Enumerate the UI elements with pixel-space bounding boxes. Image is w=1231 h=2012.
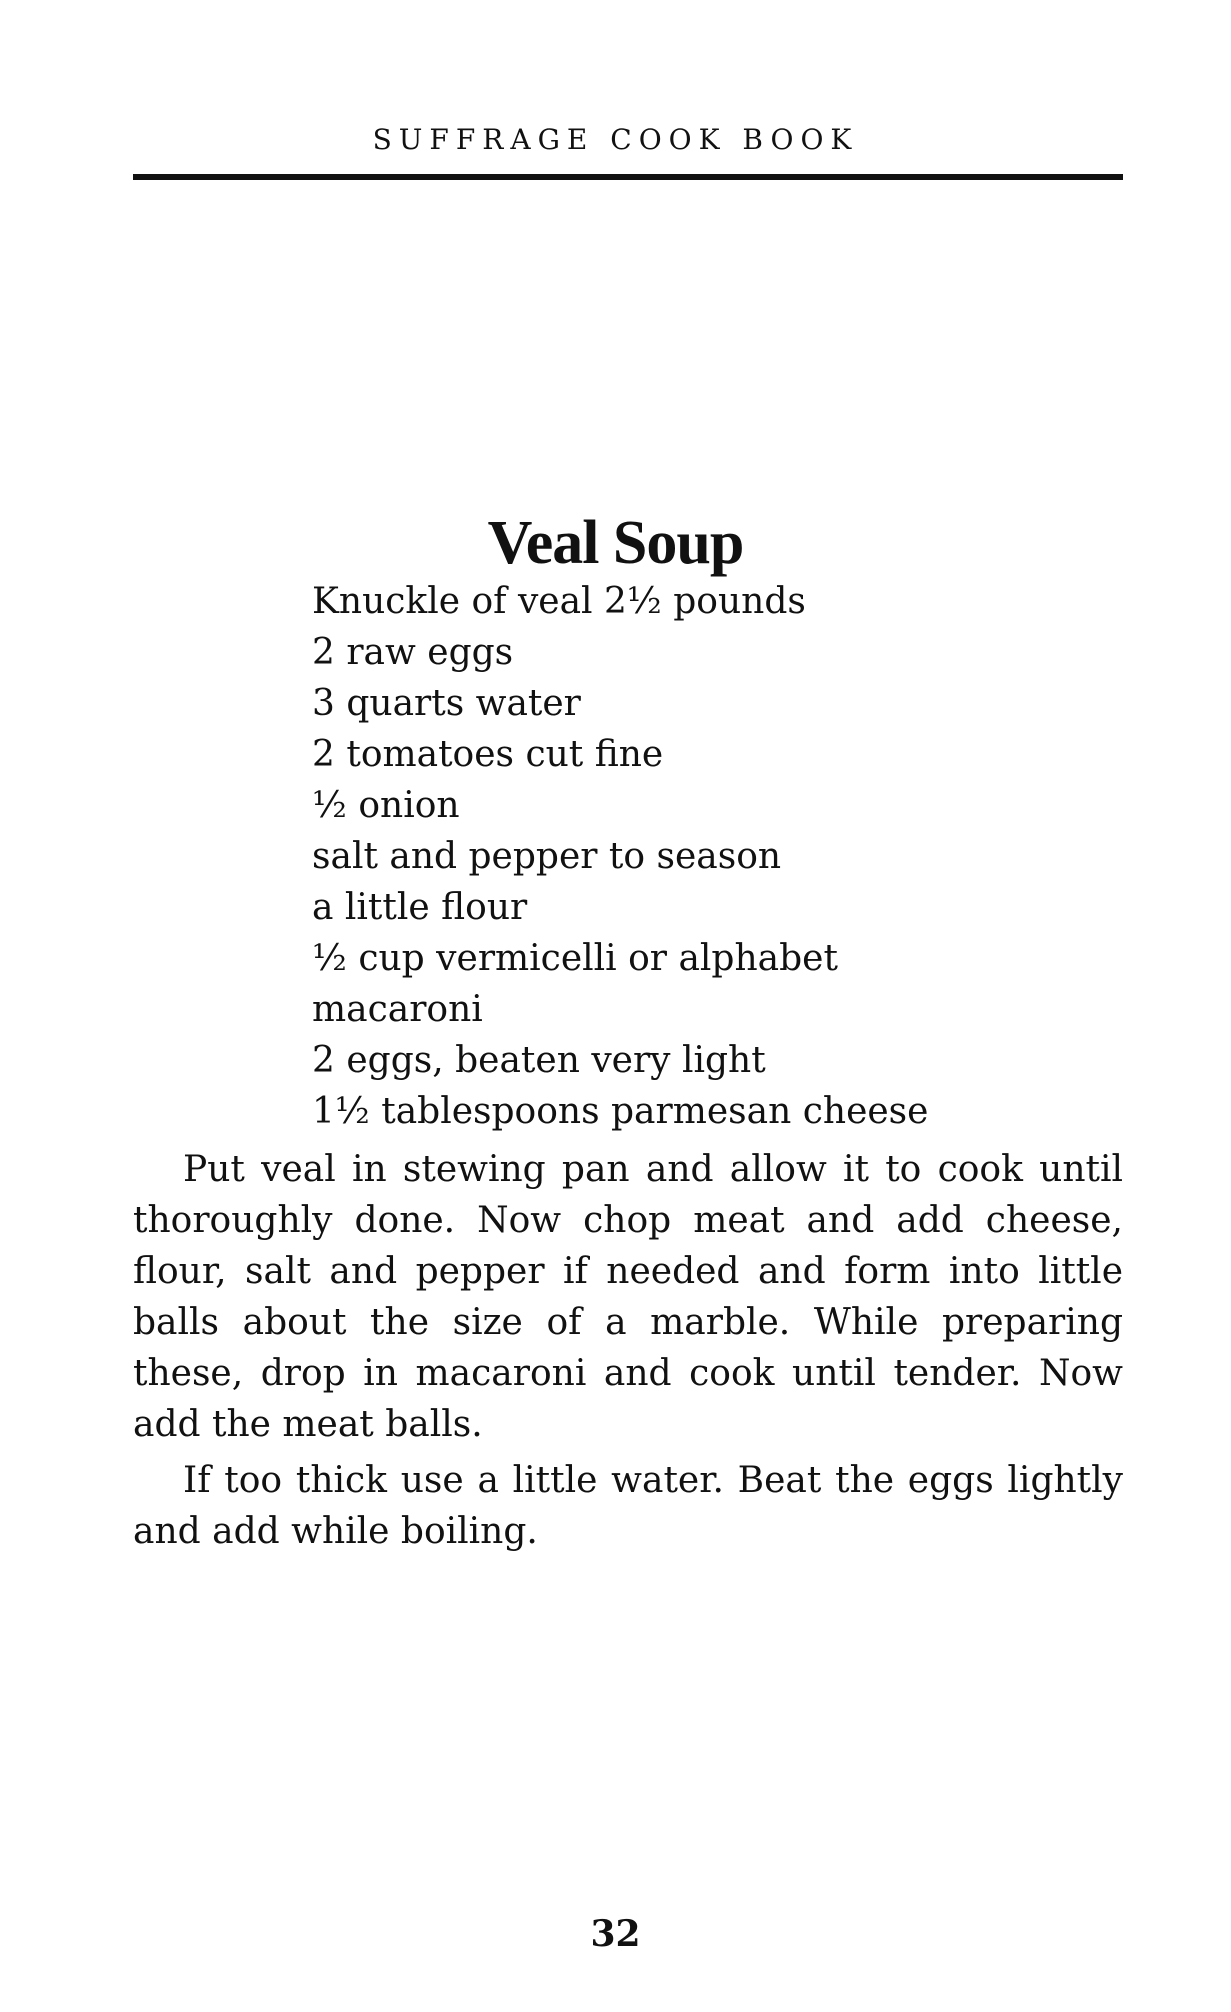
ingredient-item: 3 quarts water bbox=[312, 683, 581, 724]
running-header: SUFFRAGE COOK BOOK bbox=[372, 123, 859, 156]
ingredient-item: 2 raw eggs bbox=[312, 632, 514, 673]
ingredient-item: 2 tomatoes cut fine bbox=[312, 734, 664, 775]
ingredient-list bbox=[312, 576, 928, 1137]
ingredient-item: ½ onion bbox=[312, 785, 460, 826]
instruction-paragraph: Put veal in stewing pan and allow it to cook until thoroughly done. Now chop meat and add cheese, flour, salt and pepper if needed and form into little balls about the size of a marble. While preparing these, drop in macaroni and cook until tender. Now add the meat balls. bbox=[133, 1149, 1123, 1445]
instructions bbox=[133, 1144, 1123, 1562]
ingredient-item: salt and pepper to season bbox=[312, 836, 782, 877]
ingredient-item: 1½ tablespoons parmesan cheese bbox=[312, 1091, 929, 1132]
header-rule bbox=[133, 174, 1123, 180]
ingredient-item: Knuckle of veal 2½ pounds bbox=[312, 581, 806, 622]
ingredient-item: 2 eggs, beaten very light bbox=[312, 1040, 766, 1081]
page-number: 32 bbox=[590, 1913, 641, 1955]
ingredient-item: ½ cup vermicelli or alphabet bbox=[312, 938, 838, 979]
ingredient-item: macaroni bbox=[312, 989, 483, 1030]
recipe-title: Veal Soup bbox=[487, 508, 744, 577]
ingredient-item: a little flour bbox=[312, 887, 528, 928]
instruction-paragraph: If too thick use a little water. Beat the eggs lightly and add while boiling. bbox=[133, 1460, 1123, 1552]
